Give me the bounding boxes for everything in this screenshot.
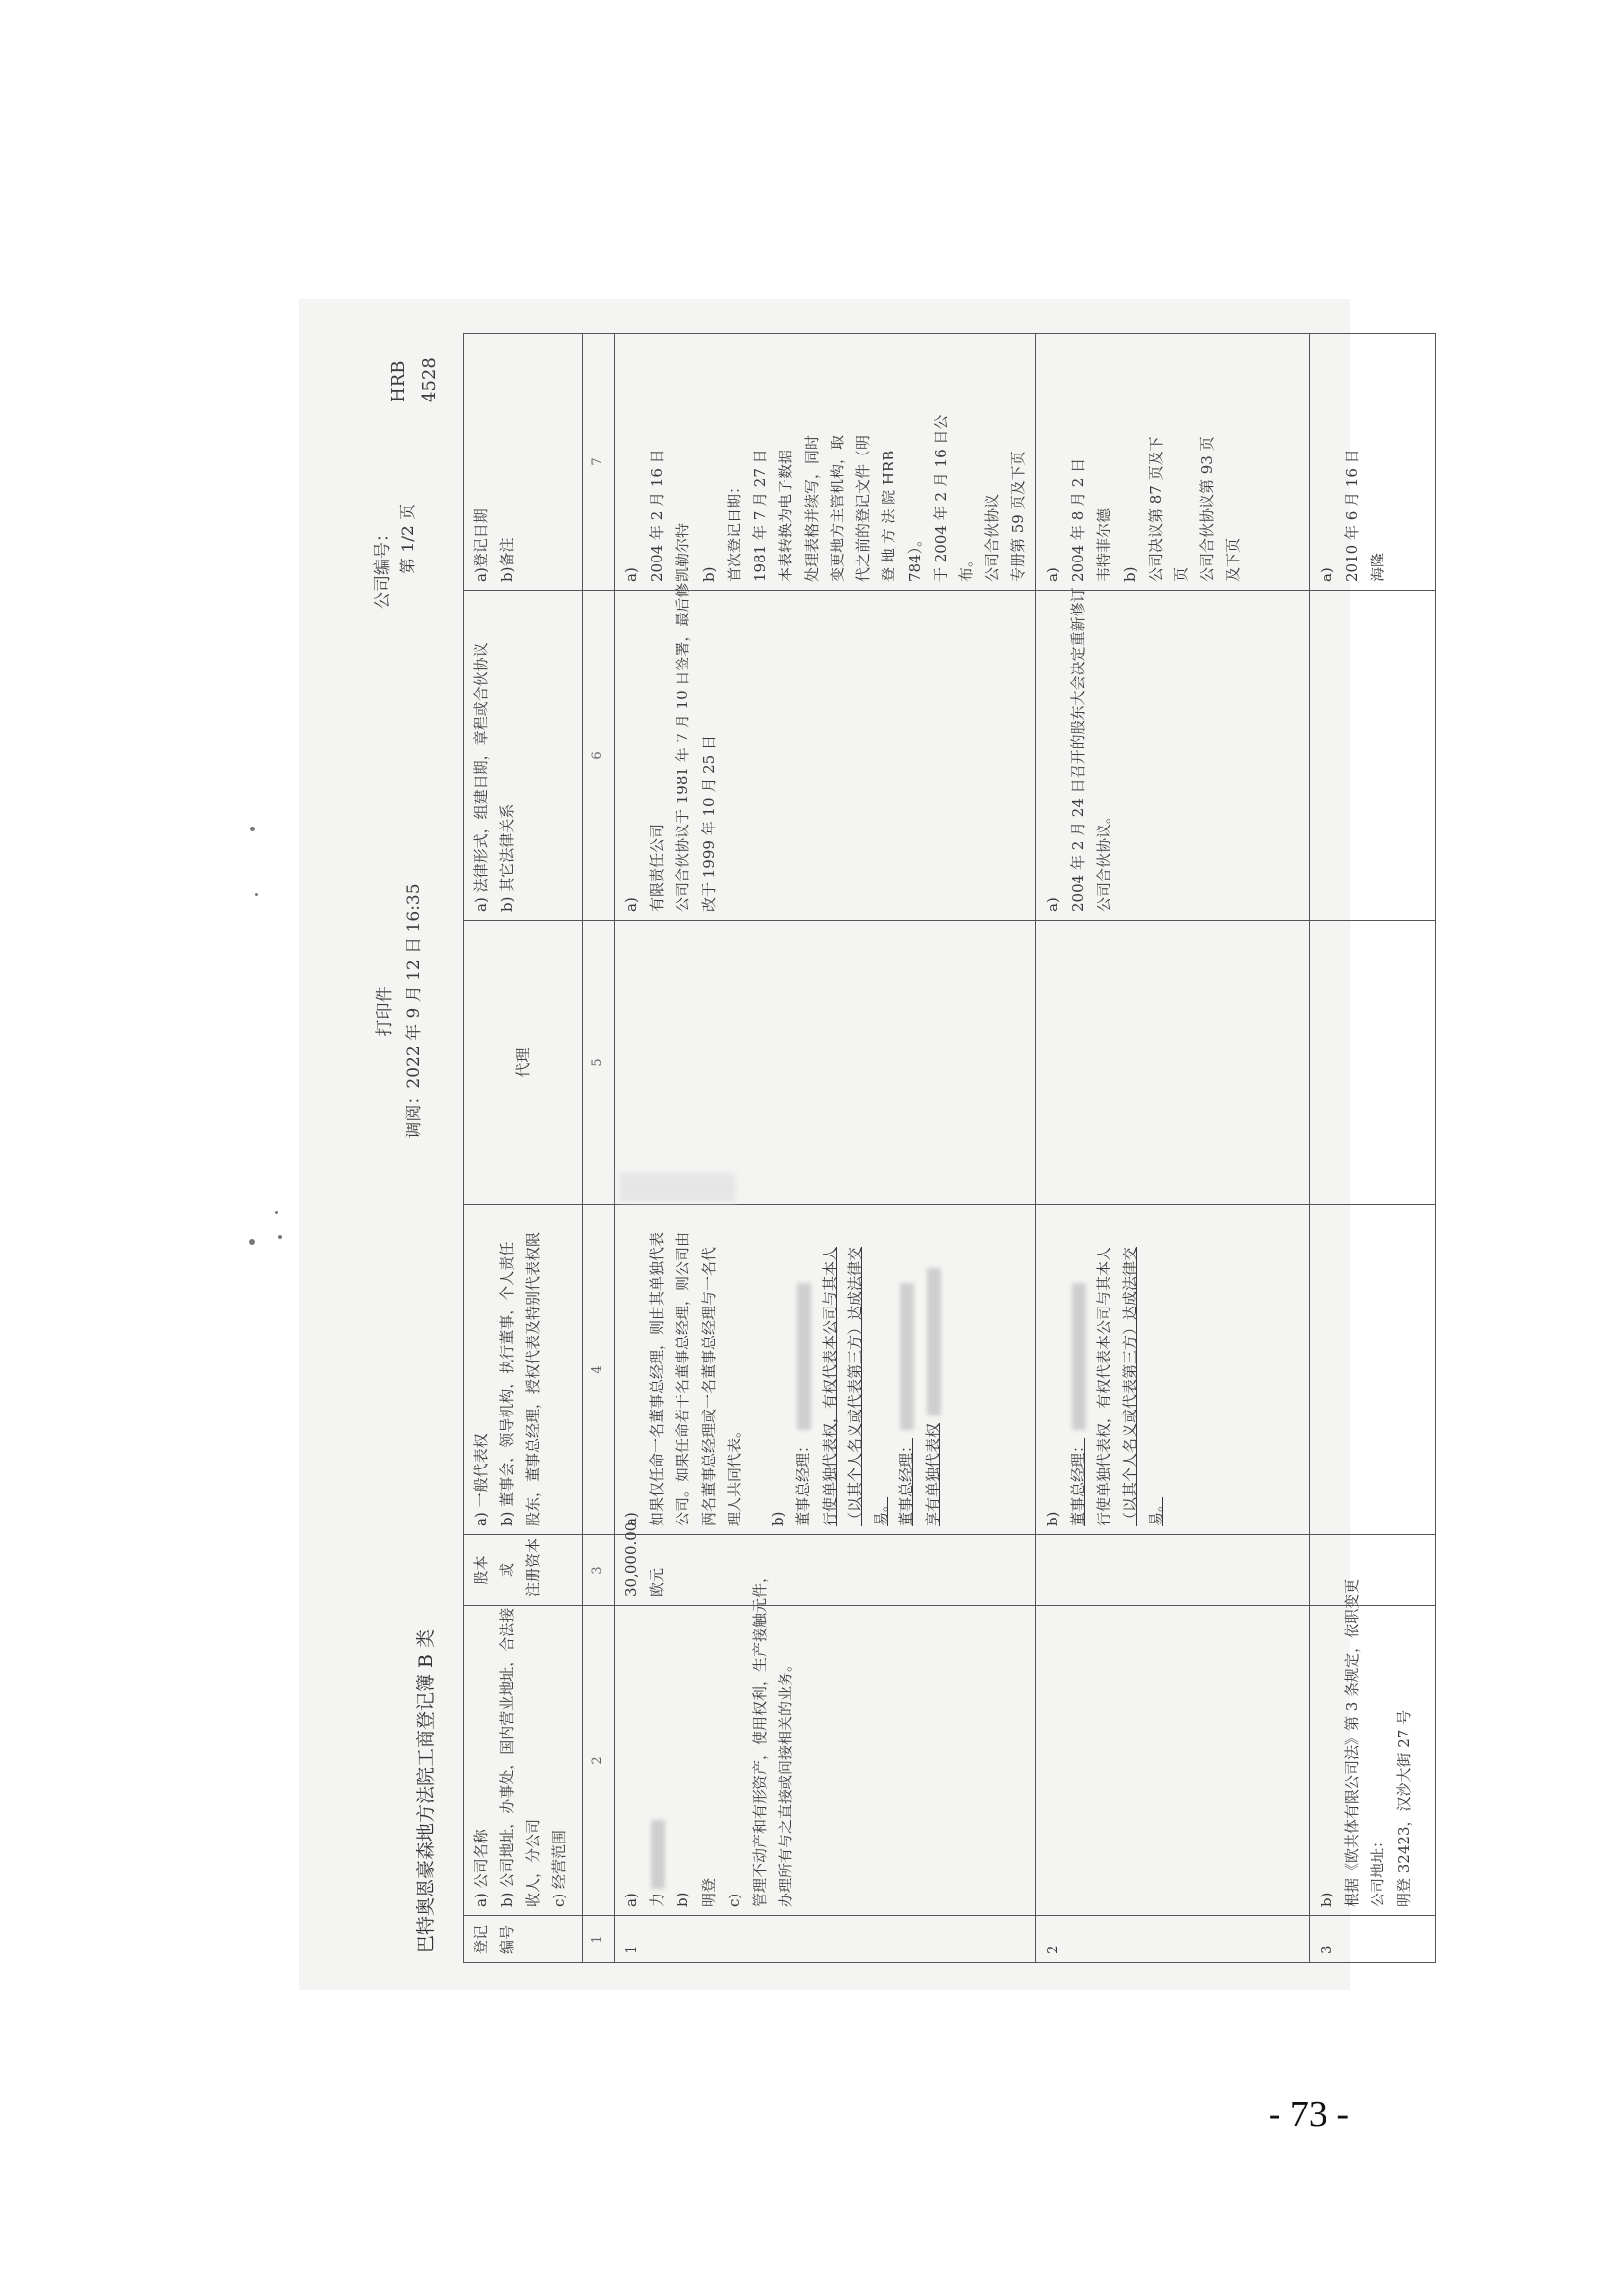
- column-number: 4: [583, 1205, 615, 1535]
- capital-cell: [1035, 1535, 1309, 1606]
- cell-text-line: a): [1317, 567, 1335, 582]
- representation-cell: [1035, 1205, 1309, 1535]
- header-col-1: [464, 1916, 583, 1963]
- cell-text-line: 变更地方主管机构，取: [828, 434, 846, 582]
- cell-text-line: 本表转换为电子数据: [777, 449, 795, 582]
- cell-text-line: 注册资本: [523, 1537, 542, 1597]
- cell-text-line: b): [699, 566, 718, 582]
- cell-text-line: a) 公司名称: [472, 1829, 490, 1907]
- cell-text-line: 两名董事总经理或一名董事总经理与一名代: [699, 1246, 718, 1526]
- scan-speck: [249, 1239, 255, 1245]
- cell-text-line: 改于 1999 年 10 月 25 日: [699, 735, 718, 912]
- cell-text-line: a): [1043, 567, 1061, 582]
- cell-text-line: a): [1043, 897, 1061, 912]
- redacted-name: [1072, 1283, 1086, 1430]
- cell-text-line: 明登: [699, 1877, 718, 1907]
- cell-text-line: 有限责任公司: [648, 823, 666, 912]
- registration-date-cell: [1035, 334, 1309, 591]
- capital-cell: [1309, 1535, 1435, 1606]
- redacted-name: [797, 1283, 811, 1430]
- cell-text-line: 编号: [498, 1924, 516, 1954]
- column-number: 2: [583, 1606, 615, 1916]
- company-cell: [1309, 1578, 1435, 1916]
- cell-text-line: c) 经营范围: [549, 1829, 568, 1907]
- cell-text-line: a): [622, 1893, 640, 1907]
- header-col-2: [464, 1606, 583, 1916]
- column-number: 5: [583, 921, 615, 1205]
- entry-number: 1: [614, 1916, 1035, 1963]
- header-col-6: [464, 591, 583, 921]
- cell-text-line: 明登 32423，汉沙大街 27 号: [1394, 1709, 1413, 1907]
- cell-text-line: 或: [498, 1563, 516, 1578]
- representation-cell: [1309, 1205, 1435, 1535]
- representation-cell: [614, 1205, 1035, 1535]
- cell-text-line: 管理不动产和有形资产，使用权利，生产接触元件，: [751, 1568, 769, 1907]
- cell-text-line: 处理表格并续写，同时: [802, 434, 821, 582]
- cell-text-line: b) 公司地址，办事处，国内营业地址，合法接: [498, 1607, 516, 1907]
- cell-text-line: 董事总经理：: [790, 1213, 816, 1526]
- cell-text-line: 力: [644, 1614, 670, 1907]
- cell-text-line: （以其个人名义或代表第三方）达成法律交: [1120, 1246, 1139, 1526]
- header-col-5: [464, 921, 583, 1205]
- cell-text-line: 2004 年 2 月 24 日召开的股东大会决定重新修订: [1069, 587, 1087, 912]
- cell-text-line: 首次登记日期：: [725, 478, 743, 582]
- company-cell: [1035, 1606, 1309, 1916]
- cell-text-line: 公司决议第 87 页及下: [1146, 436, 1164, 582]
- legal-form-cell: [1309, 591, 1435, 921]
- cell-text-line: 专册第 59 页及下页: [1008, 451, 1027, 582]
- registration-date-cell: [614, 334, 1035, 591]
- proxy-cell: [1035, 921, 1309, 1205]
- redacted-block: [619, 1173, 736, 1202]
- cell-text-line: 股本: [472, 1555, 490, 1585]
- column-number-row: [583, 334, 615, 1963]
- cell-text-line: b): [769, 1511, 786, 1526]
- cell-text-line: b) 董事会，领导机构，执行董事，个人责任: [498, 1241, 516, 1526]
- cell-text-line: a): [622, 567, 640, 582]
- company-code: HRB 4528: [388, 357, 440, 402]
- company-number-label: 公司编号：: [373, 525, 393, 609]
- column-number: 7: [583, 334, 615, 591]
- cell-text-line: 于 2004 年 2 月 16 日公: [931, 414, 949, 582]
- cell-text-line: 784）。: [905, 531, 924, 582]
- cell-text-line: 韦特菲尔德: [1095, 507, 1113, 582]
- print-info: [371, 825, 430, 1198]
- cell-text-line: 公司。如果任命若干名董事总经理，则公司由: [674, 1231, 692, 1526]
- cell-text-line: 代理: [514, 1047, 532, 1078]
- cell-text-line: 董事总经理：: [1065, 1213, 1091, 1526]
- scan-speck: [250, 827, 255, 831]
- legal-form-cell: [1035, 587, 1309, 921]
- cell-text-line: 公司地址：: [1369, 1833, 1387, 1907]
- redacted-name: [900, 1283, 914, 1430]
- cell-text-line: 根据《欧共体有限公司法》第 3 条规定，依职变更: [1343, 1578, 1361, 1907]
- cell-text-line: 公司合伙协议: [983, 493, 1001, 582]
- cell-text-line: 及下页: [1223, 537, 1242, 582]
- cell-text-line: a) 法律形式，组建日期，章程或合伙协议: [472, 642, 490, 912]
- table-header-row: [464, 334, 583, 1963]
- cell-text-line: 办理所有与之直接或间接相关的业务。: [777, 1656, 795, 1907]
- cell-text-line: b): [1043, 1511, 1061, 1526]
- cell-text-line: a): [622, 1512, 640, 1526]
- cell-text-line: 2010 年 6 月 16 日: [1343, 449, 1361, 582]
- cell-text-line: 公司合伙协议。: [1095, 808, 1113, 912]
- cell-text-line: 易。: [1146, 1496, 1164, 1526]
- cell-text-line: 股东，董事总经理，授权代表及特别代表权限: [523, 1231, 542, 1526]
- header-col-7: [464, 334, 583, 591]
- cell-text-line: a)登记日期: [472, 508, 490, 582]
- cell-text-line: 2004 年 2 月 16 日: [648, 449, 666, 582]
- cell-text-line: b): [674, 1892, 692, 1907]
- register-table: [463, 333, 1436, 1963]
- proxy-cell: [1309, 921, 1435, 1205]
- cell-text-line: b)备注: [498, 537, 516, 582]
- cell-text-line: a) 一般代表权: [472, 1433, 490, 1526]
- cell-text-line: 董事总经理：: [893, 1213, 919, 1526]
- print-label: 打印件: [375, 986, 395, 1037]
- scan-speck: [275, 1211, 278, 1214]
- cell-text-line: 行使单独代表权，有权代表本公司与其本人: [820, 1246, 839, 1526]
- column-number: 6: [583, 591, 615, 921]
- cell-text-line: 登记: [472, 1924, 490, 1954]
- cell-text-line: b) 其它法律关系: [498, 803, 516, 912]
- cell-text-line: 2004 年 8 月 2 日: [1069, 457, 1087, 582]
- column-number: 1: [583, 1916, 615, 1963]
- cell-text-line: 理人共同代表。: [725, 1422, 743, 1526]
- legal-form-cell: [614, 582, 1035, 921]
- page-number: - 73 -: [1268, 2094, 1349, 2135]
- cell-text-line: 易。: [872, 1496, 890, 1526]
- scan-speck: [278, 1235, 282, 1239]
- entry-number: 2: [1035, 1916, 1309, 1963]
- cell-text-line: 代之前的登记文件（明: [854, 434, 872, 582]
- register-title: 巴特奥恩豪森地方法院工商登记簿 B 类: [415, 1629, 437, 1953]
- cell-text-line: 1981 年 7 月 27 日: [751, 449, 769, 582]
- header-col-4: [464, 1205, 583, 1535]
- cell-text-line: 登 地 方 法 院 HRB: [880, 450, 898, 582]
- entry-number: 3: [1309, 1916, 1435, 1963]
- table-row: [614, 334, 1035, 1963]
- table-row: [1035, 334, 1309, 1963]
- cell-text-line: 公司合伙协议第 93 页: [1198, 436, 1217, 582]
- redacted-name: [651, 1820, 665, 1889]
- cell-text-line: 享有单独代表权: [920, 1213, 946, 1526]
- cell-text-line: 欧元: [648, 1567, 666, 1597]
- cell-text-line: 页: [1172, 566, 1190, 582]
- cell-text-line: 海隆: [1369, 552, 1387, 582]
- proxy-cell: [614, 921, 1035, 1205]
- retrieved-timestamp: 调阅：2022 年 9 月 12 日 16:35: [404, 883, 424, 1139]
- cell-text-line: b): [1120, 566, 1139, 582]
- cell-text-line: 30,000.00: [622, 1522, 640, 1597]
- cell-text-line: 凯勒尔特: [674, 522, 692, 582]
- registration-date-cell: [1309, 334, 1435, 591]
- redacted-name: [927, 1268, 941, 1415]
- capital-cell: [614, 1522, 1035, 1606]
- cell-text-line: 行使单独代表权，有权代表本公司与其本人: [1095, 1246, 1113, 1526]
- column-number: 3: [583, 1535, 615, 1606]
- document-header: [334, 334, 463, 1963]
- header-col-3: [464, 1535, 583, 1606]
- cell-text-line: 布。: [957, 552, 975, 582]
- cell-text-line: 收人，分公司: [523, 1818, 542, 1907]
- table-row: [1309, 334, 1435, 1963]
- cell-text-line: 如果仅任命一名董事总经理，则由其单独代表: [648, 1231, 666, 1526]
- cell-text-line: a): [622, 897, 640, 912]
- cell-text-line: 公司合伙协议于 1981 年 7 月 10 日签署，最后修: [674, 582, 692, 912]
- rotated-register-document: [334, 334, 1413, 1963]
- page-label: 第 1/2 页: [399, 503, 418, 574]
- scan-speck: [255, 893, 258, 896]
- cell-text-line: c): [725, 1893, 743, 1907]
- cell-text-line: b): [1317, 1892, 1335, 1907]
- cell-text-line: （以其个人名义或代表第三方）达成法律交: [845, 1246, 864, 1526]
